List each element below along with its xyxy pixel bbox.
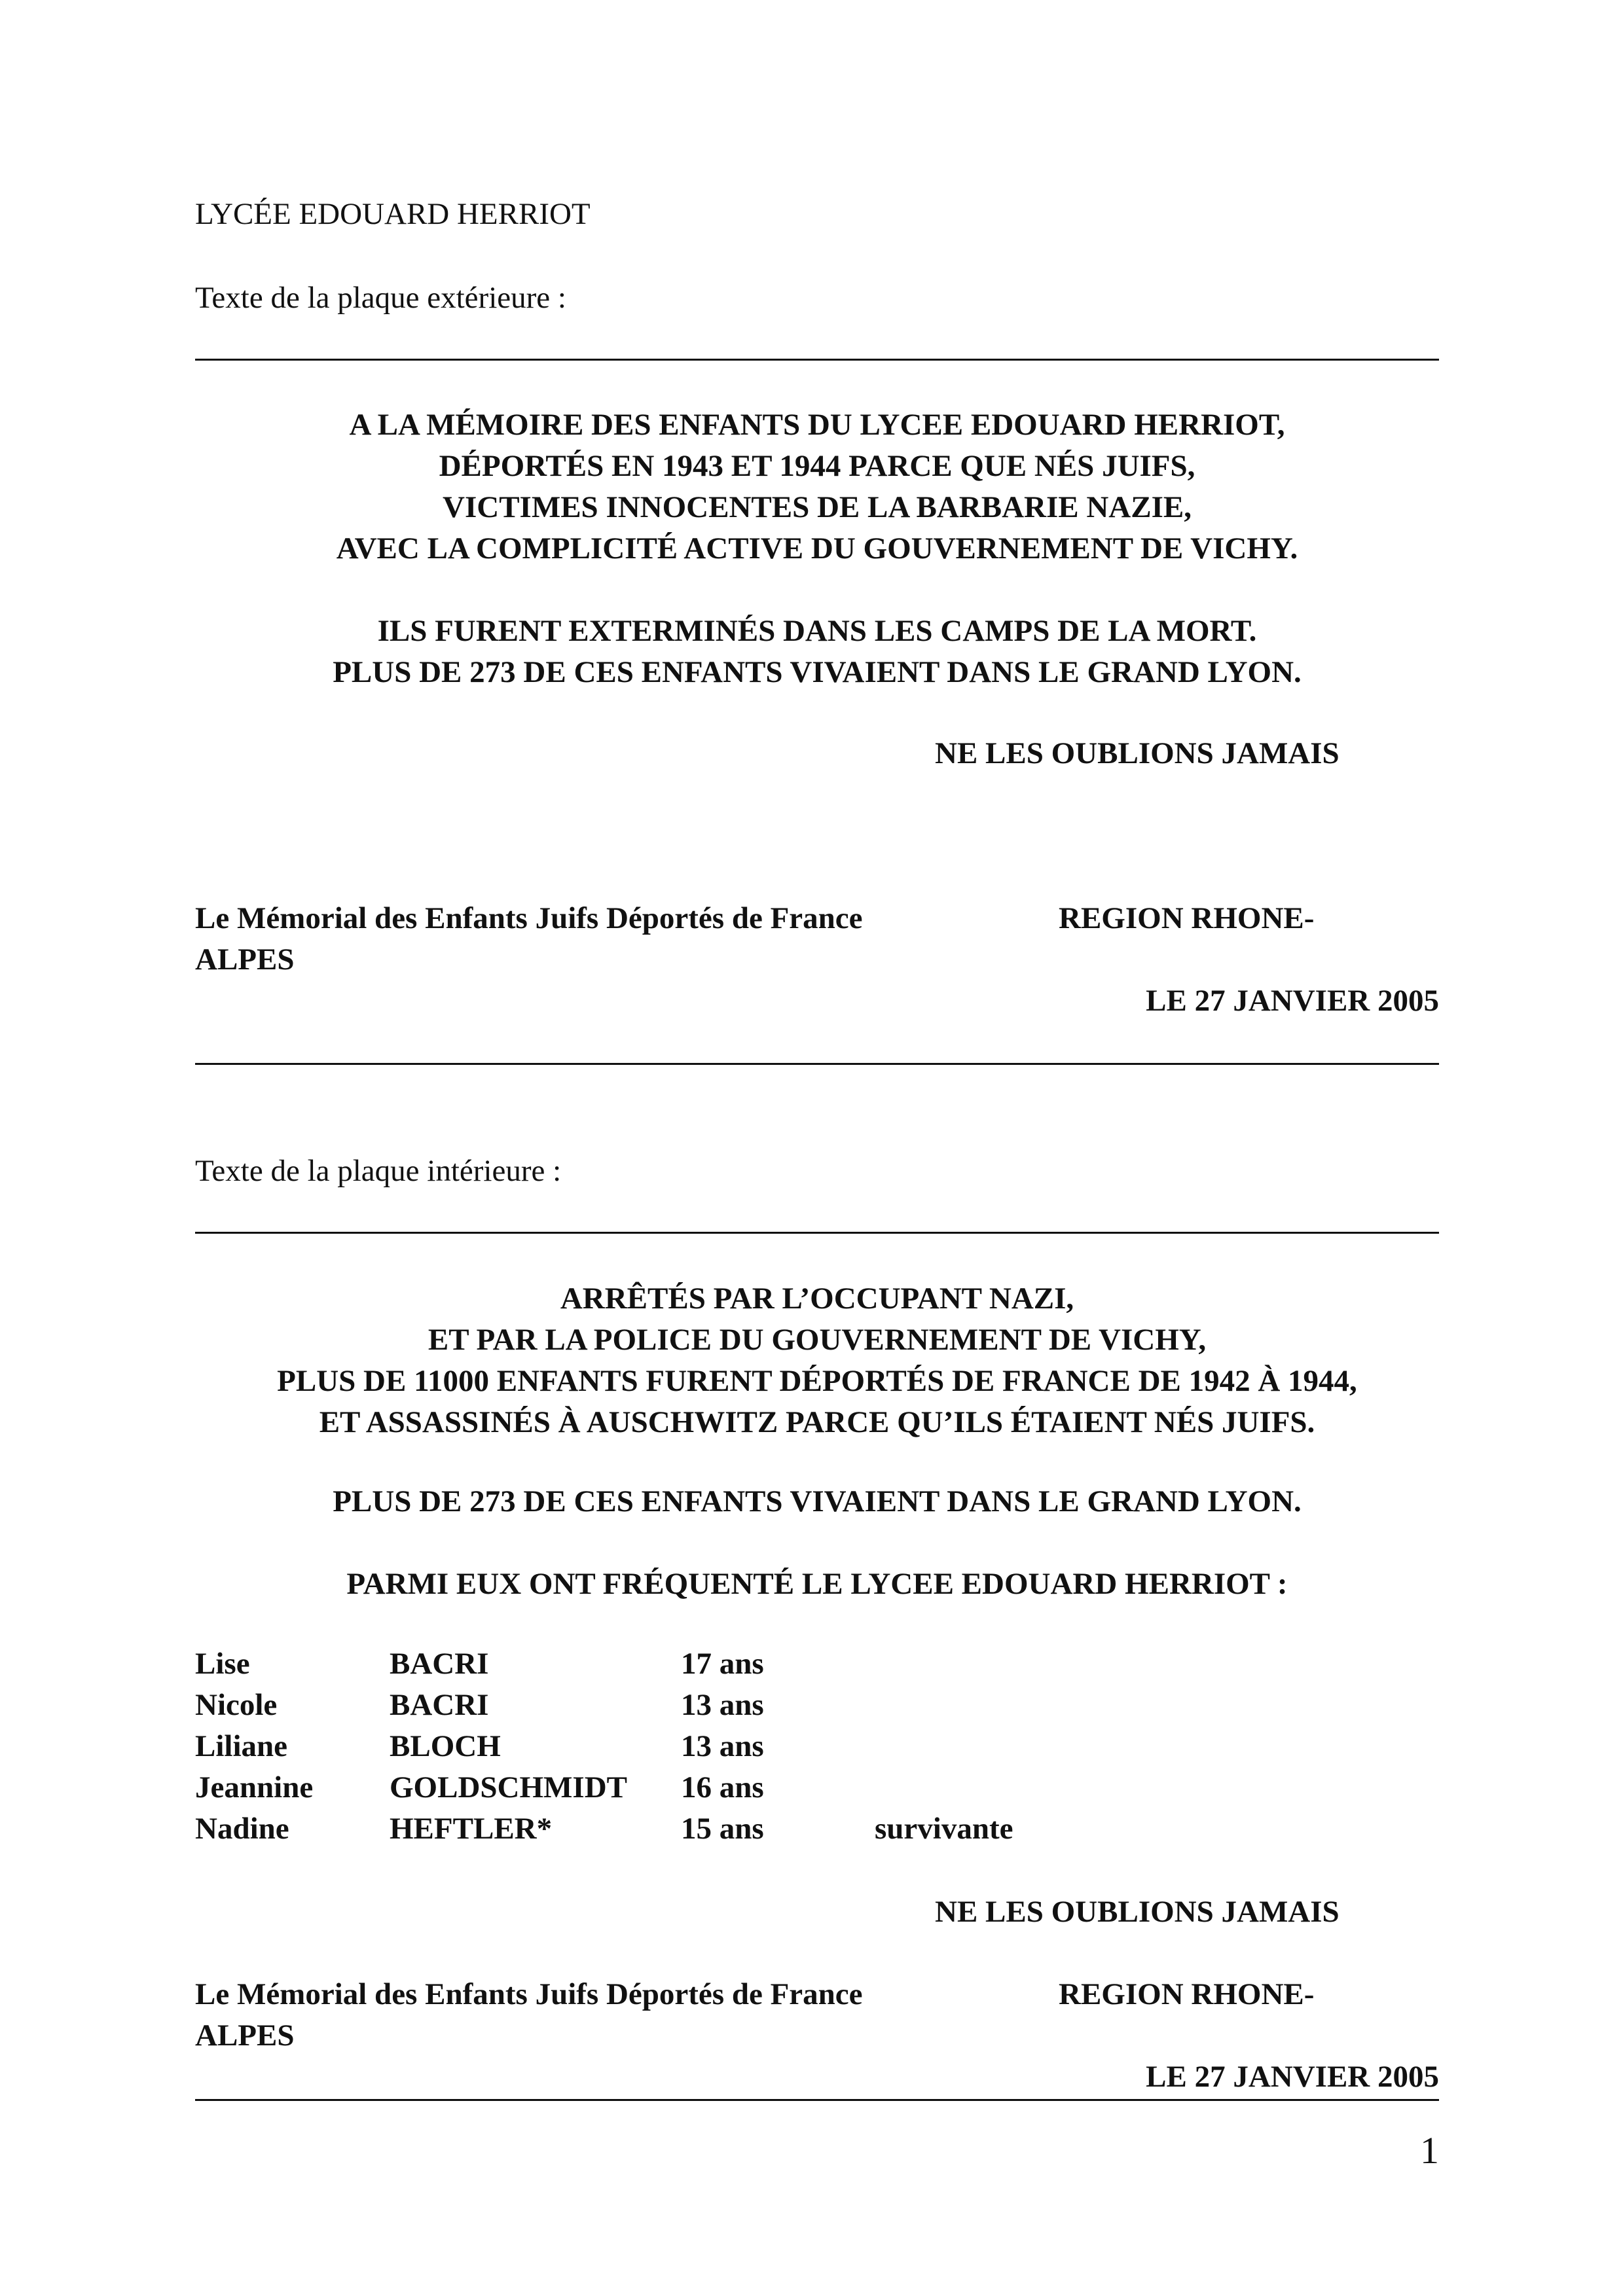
first-name: Lise: [195, 1647, 250, 1681]
age: 17 ans: [681, 1647, 764, 1681]
first-name: Jeannine: [195, 1770, 314, 1804]
interior-plaque-label: Texte de la plaque intérieure :: [195, 1154, 562, 1188]
text-line: DÉPORTÉS EN 1943 ET 1944 PARCE QUE NÉS JUIFS,: [439, 449, 1195, 483]
text-line: VICTIMES INNOCENTES DE LA BARBARIE NAZIE,: [443, 490, 1192, 524]
interior-paragraph-1: [195, 1278, 1439, 1443]
interior-date: LE 27 JANVIER 2005: [1146, 2060, 1439, 2094]
last-name: BLOCH: [390, 1729, 501, 1763]
text-line: ILS FURENT EXTERMINÉS DANS LES CAMPS DE LA MORT.: [377, 614, 1257, 648]
age: 13 ans: [681, 1729, 764, 1763]
exterior-signature: Le Mémorial des Enfants Juifs Déportés de France: [195, 901, 863, 935]
last-name: BACRI: [390, 1647, 489, 1681]
first-name: Liliane: [195, 1729, 288, 1763]
exterior-region-wrap: ALPES: [195, 942, 295, 977]
divider-rule: [195, 2099, 1439, 2101]
last-name: HEFTLER*: [390, 1812, 553, 1846]
exterior-paragraph-1: [195, 404, 1439, 569]
first-name: Nicole: [195, 1688, 278, 1722]
text-line: AVEC LA COMPLICITÉ ACTIVE DU GOUVERNEMENT DE VICHY.: [336, 531, 1298, 565]
last-name: GOLDSCHMIDT: [390, 1770, 627, 1804]
interior-signature: Le Mémorial des Enfants Juifs Déportés de France: [195, 1977, 863, 2011]
exterior-plaque-label: Texte de la plaque extérieure :: [195, 281, 566, 315]
exterior-paragraph-2: [195, 611, 1439, 693]
exterior-region: REGION RHONE-: [1059, 901, 1315, 935]
interior-paragraph-2: PLUS DE 273 DE CES ENFANTS VIVAIENT DANS LE GRAND LYON.: [333, 1484, 1302, 1518]
interior-region: REGION RHONE-: [1059, 1977, 1315, 2011]
divider-rule: [195, 1063, 1439, 1065]
exterior-motto: NE LES OUBLIONS JAMAIS: [935, 736, 1340, 770]
text-line: ARRÊTÉS PAR L’OCCUPANT NAZI,: [560, 1282, 1074, 1316]
text-line: PLUS DE 273 DE CES ENFANTS VIVAIENT DANS LE GRAND LYON.: [333, 655, 1302, 689]
interior-motto: NE LES OUBLIONS JAMAIS: [935, 1895, 1340, 1929]
note: survivante: [875, 1812, 1013, 1846]
text-line: ET PAR LA POLICE DU GOUVERNEMENT DE VICHY,: [428, 1323, 1207, 1357]
divider-rule: [195, 1232, 1439, 1234]
age: 16 ans: [681, 1770, 764, 1804]
interior-region-wrap: ALPES: [195, 2018, 295, 2053]
divider-rule: [195, 359, 1439, 361]
first-name: Nadine: [195, 1812, 289, 1846]
text-line: PLUS DE 11000 ENFANTS FURENT DÉPORTÉS DE FRANCE DE 1942 À 1944,: [277, 1364, 1357, 1398]
page-number: 1: [1420, 2129, 1439, 2172]
last-name: BACRI: [390, 1688, 489, 1722]
interior-paragraph-3: PARMI EUX ONT FRÉQUENTÉ LE LYCEE EDOUARD HERRIOT :: [346, 1567, 1288, 1601]
text-line: A LA MÉMOIRE DES ENFANTS DU LYCEE EDOUARD HERRIOT,: [349, 408, 1285, 442]
age: 13 ans: [681, 1688, 764, 1722]
text-line: ET ASSASSINÉS À AUSCHWITZ PARCE QU’ILS ÉTAIENT NÉS JUIFS.: [319, 1405, 1315, 1439]
age: 15 ans: [681, 1812, 764, 1846]
school-title: LYCÉE EDOUARD HERRIOT: [195, 197, 591, 231]
exterior-date: LE 27 JANVIER 2005: [1146, 984, 1439, 1018]
